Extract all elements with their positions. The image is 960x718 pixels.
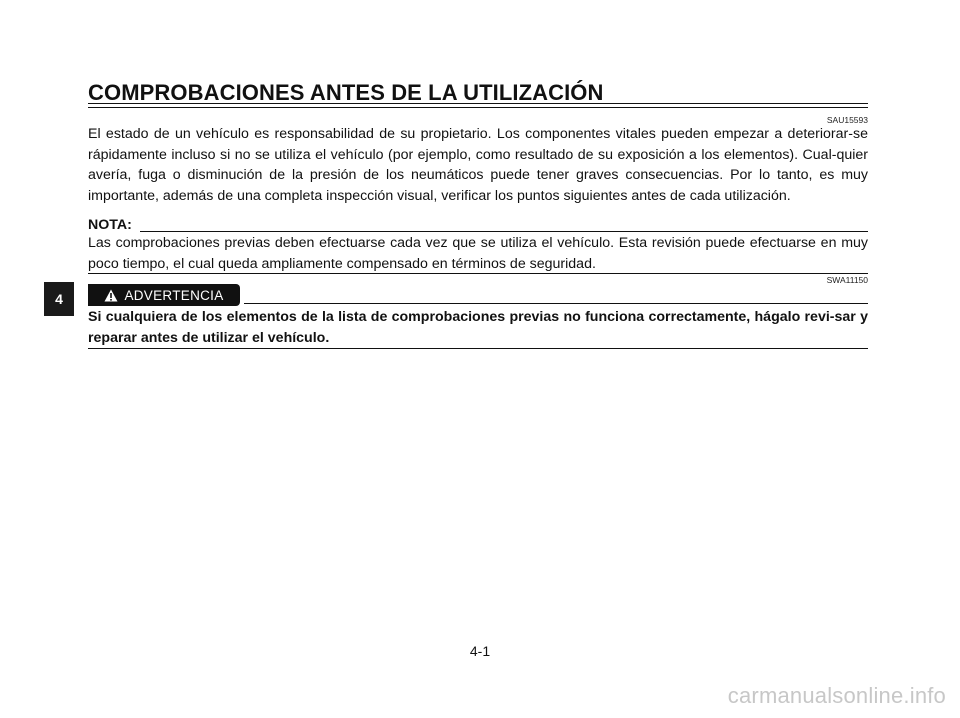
warning-paragraph: Si cualquiera de los elementos de la lista de comprobaciones previas no funciona correctamente, hágalo revi-sar y reparar antes de utilizar el vehículo. bbox=[88, 309, 868, 346]
chapter-tab: 4 bbox=[44, 282, 74, 316]
watermark: carmanualsonline.info bbox=[727, 683, 946, 708]
warning-rule bbox=[244, 303, 868, 304]
warning-badge-label: ADVERTENCIA bbox=[124, 287, 224, 303]
note-label: NOTA: bbox=[88, 217, 132, 233]
note-rule bbox=[140, 231, 868, 232]
page-number: 4-1 bbox=[469, 643, 491, 659]
intro-paragraph: El estado de un vehículo es responsabilidad de su propietario. Los componentes vitales pueden empezar a deteriorar-se rápidamente incluso si no se utiliza el vehículo (por ejemplo, como resultado de su exposición a los elementos). Cual-quier avería, fuga o disminución de la presión de los neumáticos puede tener graves consecuencias. Por lo tanto, es muy importante, además de una completa inspección visual, verificar los puntos siguientes antes de cada utilización. bbox=[88, 126, 868, 204]
warning-triangle-icon bbox=[104, 289, 118, 302]
note-end-rule bbox=[88, 273, 868, 274]
title-rule-top bbox=[88, 103, 868, 104]
warning-end-rule bbox=[88, 348, 868, 349]
page-title: COMPROBACIONES ANTES DE LA UTILIZACIÓN bbox=[88, 80, 604, 105]
intro-ref-code: SAU15593 bbox=[826, 115, 868, 125]
warning-ref-code: SWA11150 bbox=[826, 275, 868, 285]
title-rule-bottom bbox=[88, 107, 868, 108]
warning-badge bbox=[88, 284, 240, 306]
note-paragraph: Las comprobaciones previas deben efectuarse cada vez que se utiliza el vehículo. Esta revisión puede efectuarse en muy poco tiempo, el cual queda ampliamente compensado en términos de seguridad. bbox=[88, 235, 868, 272]
